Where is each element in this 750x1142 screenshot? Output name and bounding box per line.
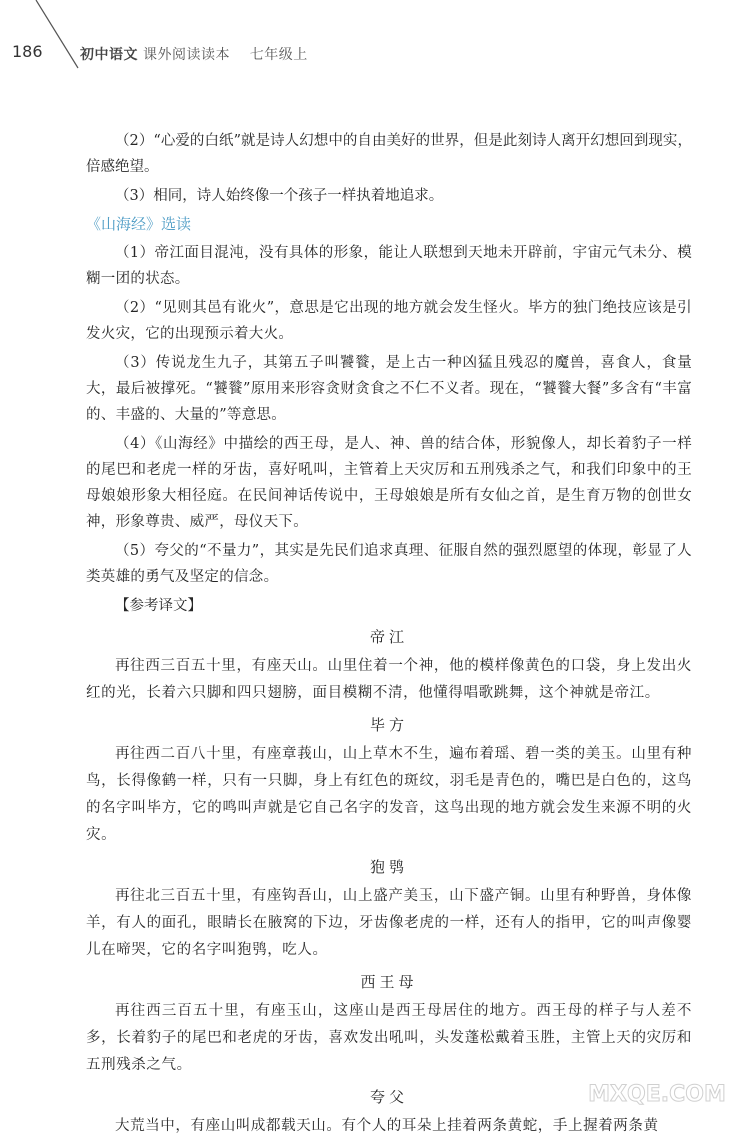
answer-paragraph: （5）夸父的“不量力”，其实是先民们追求真理、征服自然的强烈愿望的体现，彰显了人类英雄的勇气及坚定的信念。	[86, 543, 692, 585]
story-title: 帝江	[369, 628, 408, 646]
story-title: 毕方	[369, 716, 408, 734]
answers-list	[86, 240, 692, 590]
reference-title: 【参考译文】	[115, 598, 202, 614]
story-title: 夸父	[369, 1088, 408, 1106]
grade-label: 七年级上	[249, 47, 308, 63]
section-title: 《山海经》选读	[86, 215, 192, 233]
story-text: 再往西三百五十里，有座天山。山里住着一个神，他的模样像黄色的口袋，身上发出火红的光，长着六只脚和四只翅膀，面目模糊不清，他懂得唱歌跳舞，这个神就是帝江。	[86, 658, 692, 701]
answer-paragraph: （3）传说龙生九子，其第五子叫饕餮，是上古一种凶猛且残忍的魔兽，喜食人，食量大，最后被撑死。“饕餮”原用来形容贪财贪食之不仁不义者。现在，“饕餮大餐”多含有“丰富的、丰盛的、大量的”等意思。	[86, 355, 692, 423]
running-header	[80, 44, 308, 64]
header-corner-line	[0, 0, 120, 80]
story-text: 再往西三百五十里，有座玉山，这座山是西王母居住的地方。西王母的样子与人差不多，长着豹子的尾巴和老虎的牙齿，喜欢发出吼叫，头发蓬松戴着玉胜，主管上天的灾厉和五刑残杀之气。	[86, 1003, 692, 1073]
story-title: 西王母	[360, 973, 418, 991]
answer-paragraph: （2）“见则其邑有讹火”，意思是它出现的地方就会发生怪火。毕方的独门绝技应该是引发火灾，它的出现预示着大火。	[86, 300, 692, 342]
story-text: 再往西二百八十里，有座章莪山，山上草木不生，遍布着瑶、碧一类的美玉。山里有种鸟，长得像鹤一样，只有一只脚，身上有红色的斑纹，羽毛是青色的，嘴巴是白色的，这鸟的名字叫毕方，它的鸣叫声就是它自己名字的发音，这鸟出现的地方就会发生来源不明的火灾。	[86, 746, 692, 843]
svg-text:MXQE.COM: MXQE.COM	[588, 1082, 726, 1107]
page-number: 186	[12, 42, 43, 61]
watermark-logo	[582, 1065, 732, 1115]
book-subtitle: 课外阅读读本	[142, 47, 230, 63]
page-body	[86, 128, 692, 1142]
answer-paragraph: （2）“心爱的白纸”就是诗人幻想中的自由美好的世界，但是此刻诗人离开幻想回到现实，倍感绝望。	[86, 133, 692, 175]
story-text: 再往北三百五十里，有座钩吾山，山上盛产美玉，山下盛产铜。山里有种野兽，身体像羊，有人的面孔，眼睛长在腋窝的下边，牙齿像老虎的一样，还有人的指甲，它的叫声像婴儿在啼哭，它的名字叫狍鸮，吃人。	[86, 888, 692, 958]
story-text: 大荒当中，有座山叫成都载天山。有个人的耳朵上挂着两条黄蛇，手上握着两条黄	[115, 1118, 659, 1134]
answer-paragraph: （1）帝江面目混沌，没有具体的形象，能让人联想到天地未开辟前，宇宙元气未分、模糊一团的状态。	[86, 245, 692, 287]
answer-paragraph: （3）相同，诗人始终像一个孩子一样执着地追求。	[115, 188, 444, 204]
book-title: 初中语文	[80, 47, 138, 63]
story-title: 狍鸮	[369, 858, 408, 876]
answer-paragraph: （4）《山海经》中描绘的西王母，是人、神、兽的结合体，形貌像人，却长着豹子一样的尾巴和老虎一样的牙齿，喜好吼叫，主管着上天灾厉和五刑残杀之气，和我们印象中的王母娘娘形象大相径庭。在民间神话传说中，王母娘娘是所有女仙之首，是生育万物的创世女神，形象尊贵、威严，母仪天下。	[86, 436, 692, 530]
